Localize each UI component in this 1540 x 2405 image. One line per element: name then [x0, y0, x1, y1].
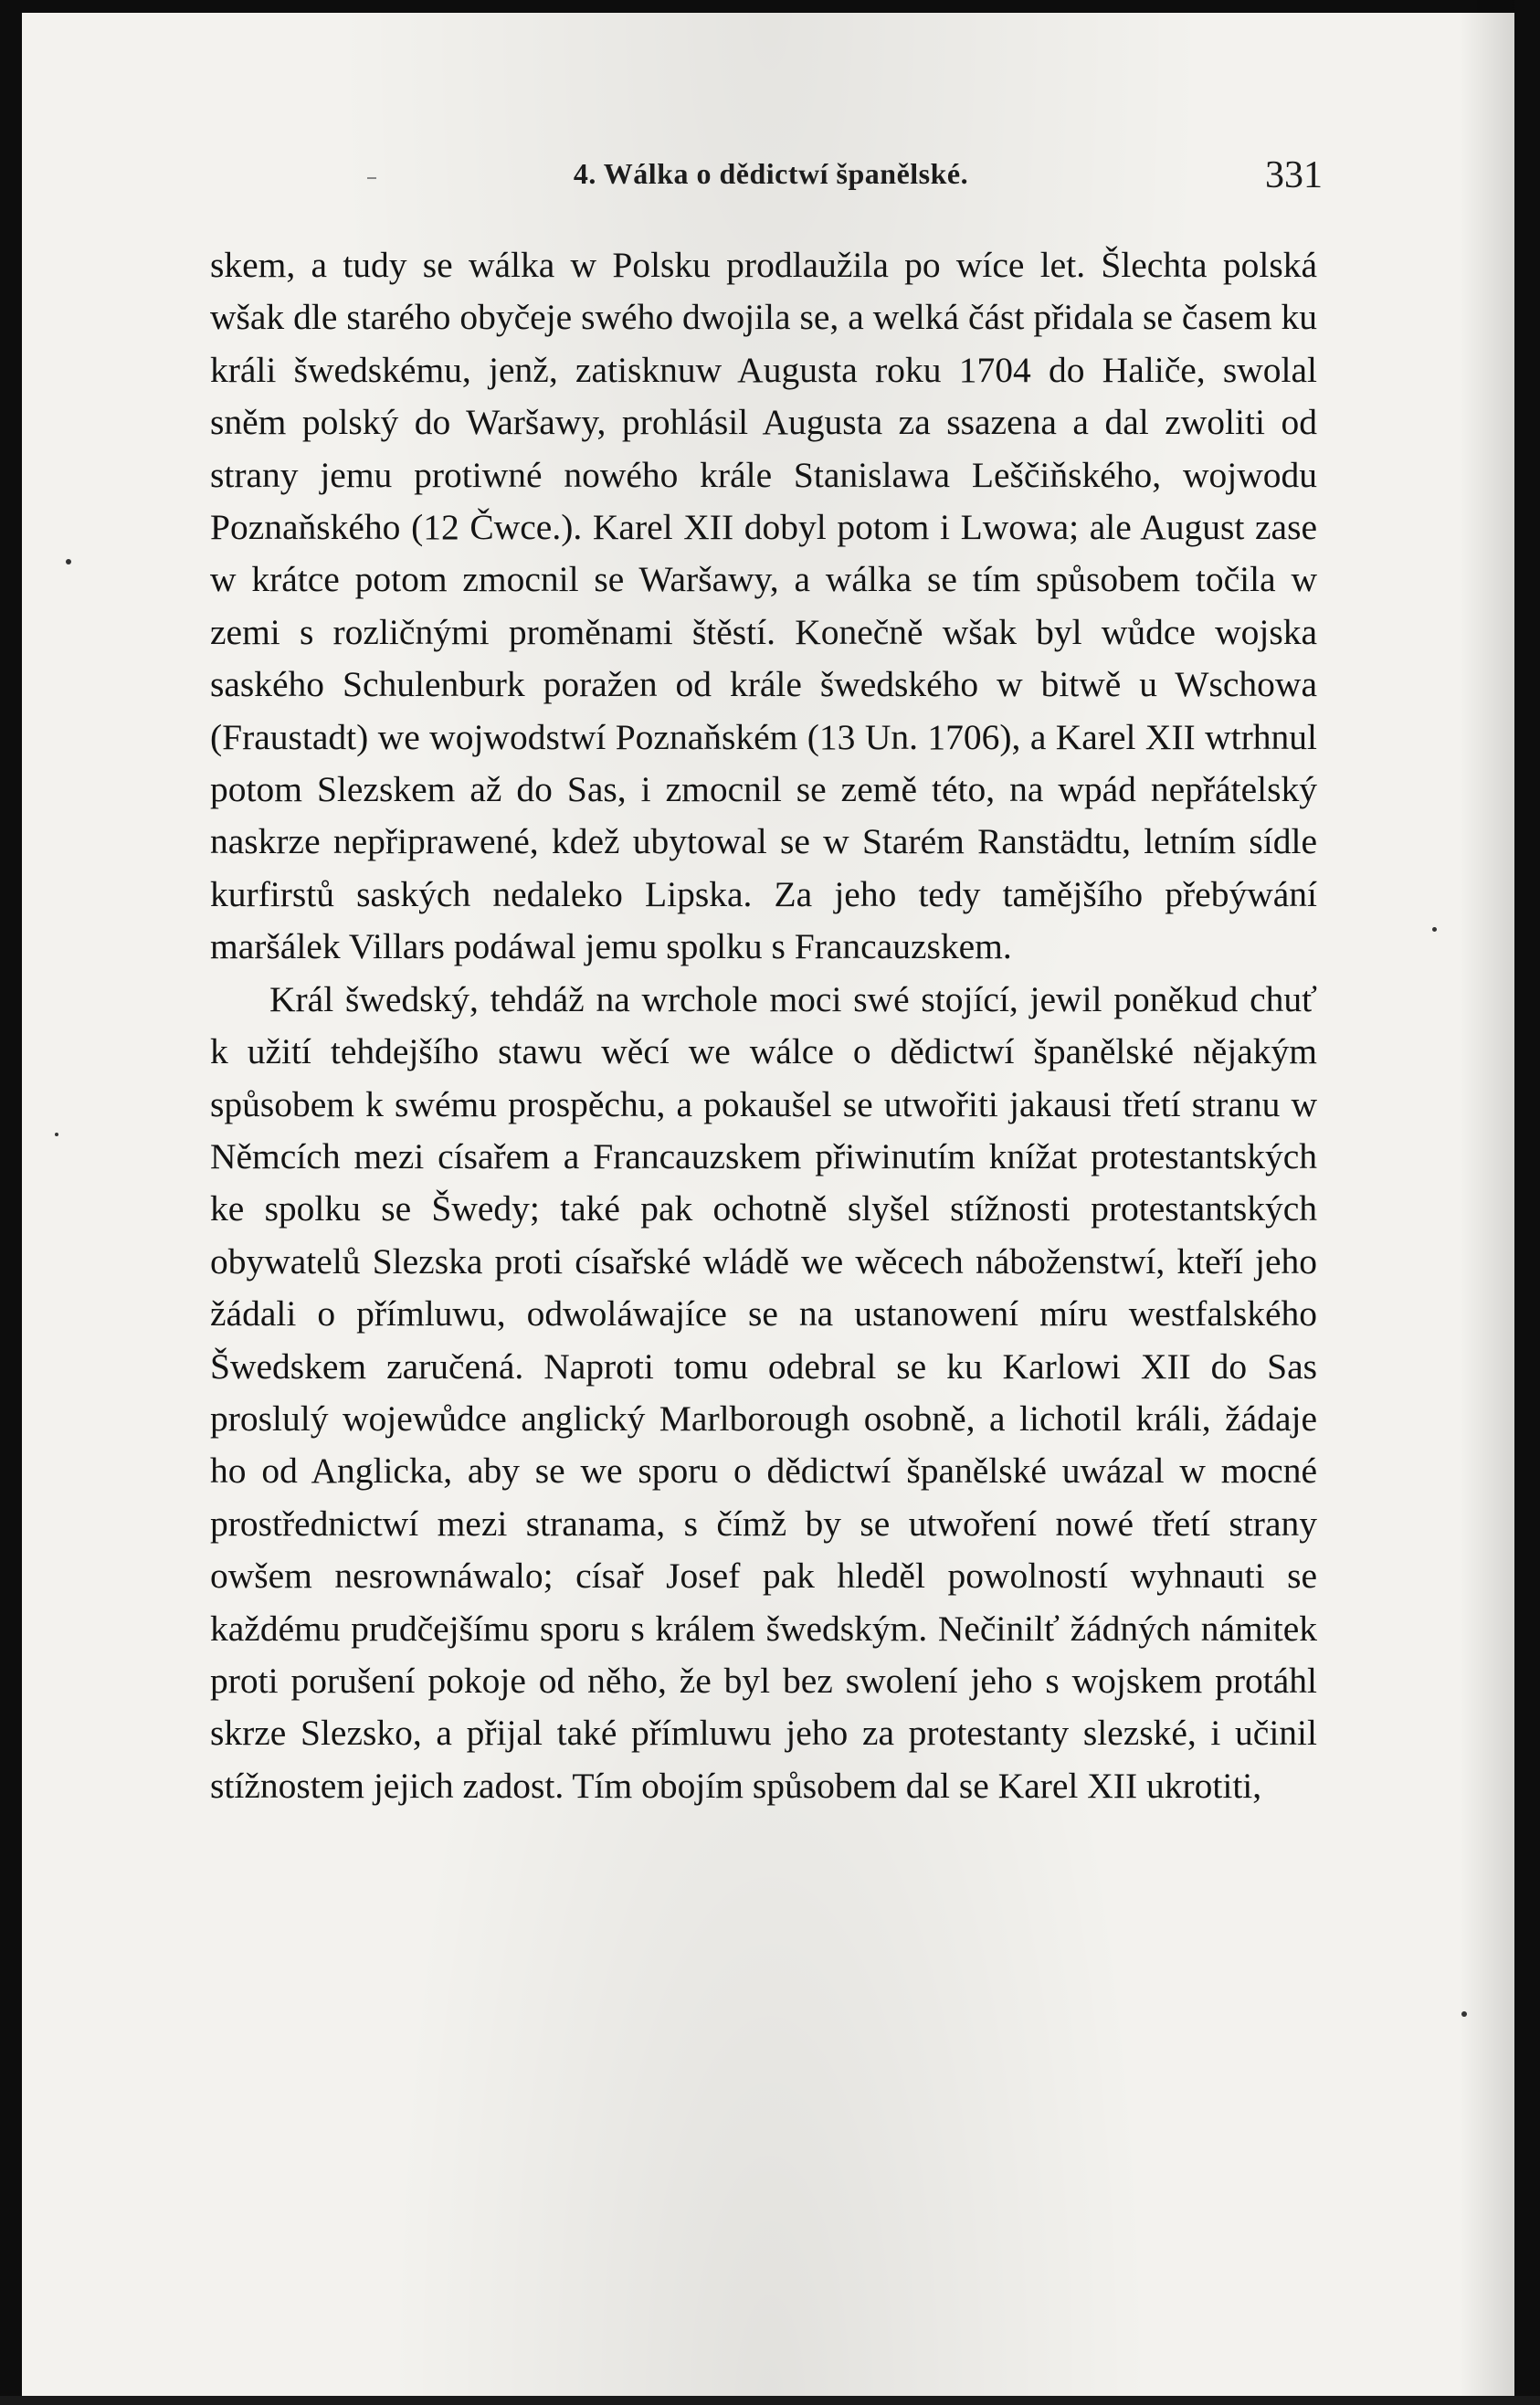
page-header — [210, 153, 1332, 205]
running-head: 4. Wálka o dědictwí španělské. — [573, 157, 969, 190]
scan-speck — [55, 1133, 58, 1136]
scan-border-left — [0, 0, 22, 2405]
paragraph: skem, a tudy se wálka w Polsku prodlaužila po wíce let. Šlechta polská wšak dle starého obyčeje swého dwojila se, a welká část přidala se časem ku králi šwedskému, jenž, zatisknuw Augusta roku 1704 do Haliče, swolal sněm polský do Waršawy, prohlásil Augusta za ssazena a dal zwoliti od strany jemu protiwné nowého krále Stanislawa Leščiňského, wojwodu Poznaňského (12 Čwce.). Karel XII dobyl potom i Lwowa; ale August zase w krátce potom zmocnil se Waršawy, a wálka se tím spůsobem točila w zemi s rozličnými proměnami štěstí. Konečně wšak byl wůdce wojska saského Schulenburk poražen od krále šwedského w bitwě u Wschowa (Fraustadt) we wojwodstwí Poznaňském (13 Un. 1706), a Karel XII wtrhnul potom Slezskem až do Sas, i zmocnil se země této, na wpád nepřátelský naskrze nepřiprawené, kdež ubytowal se w Starém Ranstädtu, letním sídle kurfirstů saských nedaleko Lipska. Za jeho tedy tamějšího přebýwání maršálek Villars podáwal jemu spolku s Francauzskem. — [210, 245, 1317, 967]
scan-speck — [66, 559, 71, 564]
scan-border-top — [0, 0, 1540, 13]
scan-speck — [1432, 927, 1437, 932]
page-shadow — [1460, 0, 1514, 2405]
page-number: 331 — [1265, 154, 1323, 196]
paragraph: Král šwedský, tehdáž na wrchole moci swé stojící, jewil poněkud chuť k užití tehdejšího stawu wěcí we wálce o dědictwí španělské nějakým spůsobem k swému prospěchu, a pokaušel se utwořiti jakausi třetí stranu w Němcích mezi císařem a Francauzskem přiwinutím knížat protestantských ke spolku se Šwedy; také pak ochotně slyšel stížnosti protestantských obywatelů Slezska proti císařské wládě we wěcech náboženstwí, kteří jeho žádali o přímluwu, odwoláwajíce se na ustanowení míru westfalského Šwedskem zaručená. Naproti tomu odebral se ku Karlowi XII do Sas proslulý wojewůdce anglický Marlborough osobně, a lichotil králi, žádaje ho od Anglicka, aby se we sporu o dědictwí španělské uwázal w mocné prostřednictwí mezi stranama, s čímž by se utwoření nowé třetí strany owšem nesrownáwalo; císař Josef pak hleděl powolností wyhnauti se každému prudčejšímu sporu s králem šwedským. Nečinilť žádných námitek proti porušení pokoje od něho, že byl bez swolení jeho s wojskem protáhl skrze Slezsko, a přijal také přímluwu jeho za protestanty slezské, i učinil stížnostem jejich zadost. Tím obojím spůsobem dal se Karel XII ukrotiti, — [210, 978, 1317, 1806]
scan-border-bottom — [0, 2396, 1540, 2405]
body-text — [210, 239, 1317, 1812]
scan-speck — [1461, 2011, 1467, 2017]
scan-border-right — [1514, 0, 1540, 2405]
